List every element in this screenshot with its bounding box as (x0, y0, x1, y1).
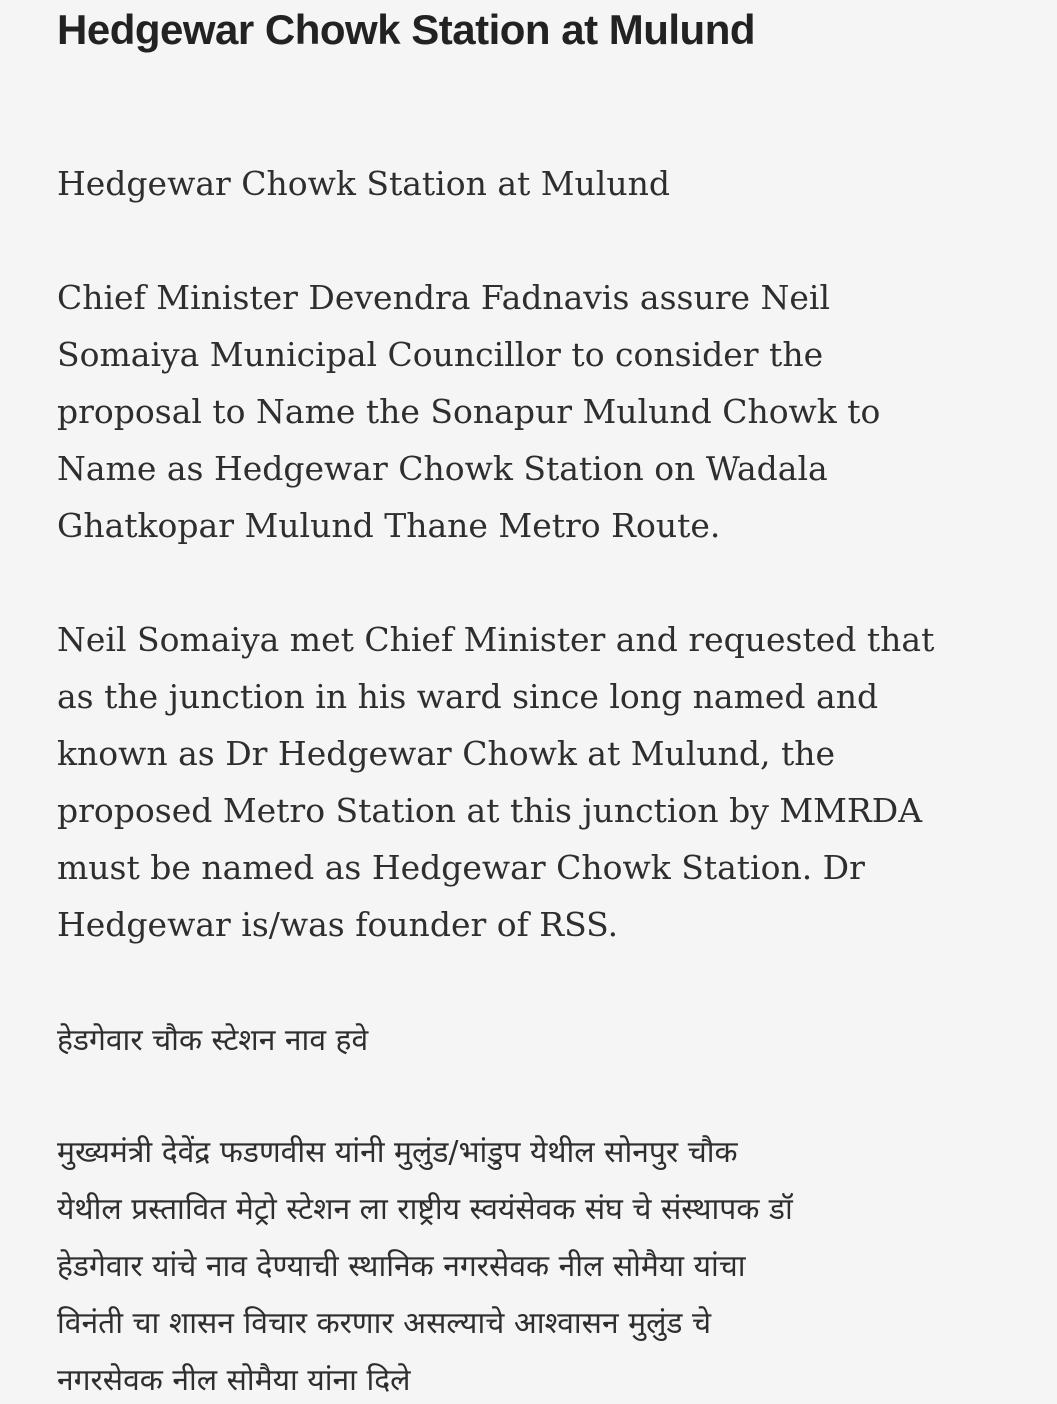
article-marathi-paragraph: मुख्यमंत्री देवेंद्र फडणवीस यांनी मुलुंड/भांडुप येथील सोनपुर चौक येथील प्रस्तावित मेट्रो स्टेशन ला राष्ट्रीय स्वयंसेवक संघ चे संस्थापक डॉ हेडगेवार यांचे नाव देण्याची स्थानिक नगरसेवक नील सोमैया यांचा विनंती चा शासन विचार करणार असल्याचे आश्वासन मुलुंड चे नगरसेवक नील सोमैया यांना दिले (57, 1135, 793, 1398)
article-title: Hedgewar Chowk Station at Mulund (57, 6, 756, 53)
article-subtitle: Hedgewar Chowk Station at Mulund (57, 164, 670, 203)
article-paragraph-request: Neil Somaiya met Chief Minister and requested that as the junction in his ward since long named and known as Dr Hedgewar Chowk at Mulund, the proposed Metro Station at this junction by MMRDA must be named as Hedgewar Chowk Station. Dr Hedgewar is/was founder of RSS. (57, 620, 935, 944)
article-paragraph-assurance: Chief Minister Devendra Fadnavis assure Neil Somaiya Municipal Councillor to consider the proposal to Name the Sonapur Mulund Chowk to Name as Hedgewar Chowk Station on Wadala Ghatkopar Mulund Thane Metro Route. (57, 278, 881, 545)
article-marathi-heading: हेडगेवार चौक स्टेशन नाव हवे (57, 1023, 369, 1058)
